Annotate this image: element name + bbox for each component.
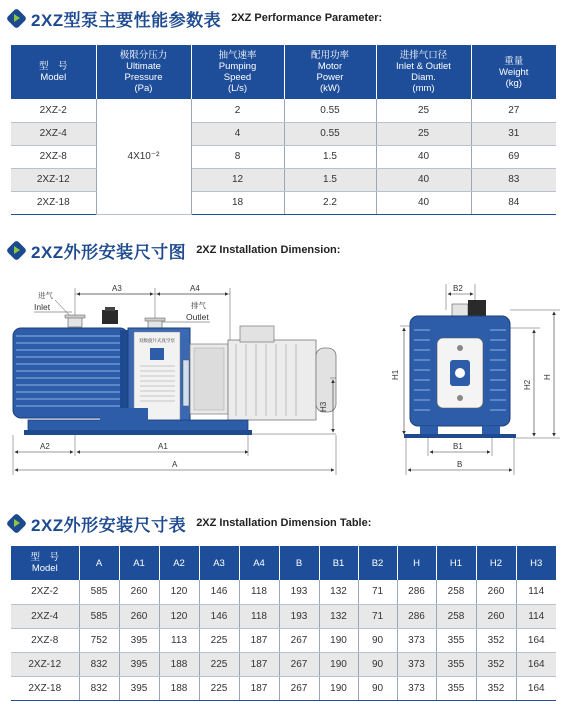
table-cell: 395 xyxy=(119,676,159,700)
dim-label-a2: A2 xyxy=(40,442,50,451)
table-cell: 187 xyxy=(239,676,279,700)
table-cell: 260 xyxy=(119,604,159,628)
dim-label-h2: H2 xyxy=(523,379,532,390)
dim-label-b: B xyxy=(457,460,463,469)
table-cell: 146 xyxy=(199,580,239,604)
perf-header-line: 进排气口径 xyxy=(399,50,448,61)
dim-header-line: B2 xyxy=(371,557,384,569)
table-cell: 190 xyxy=(319,628,358,652)
table-cell: 113 xyxy=(159,628,199,652)
table-cell: 2XZ-2 xyxy=(11,580,79,604)
table-cell: 2XZ-4 xyxy=(11,604,79,628)
installation-drawing xyxy=(0,270,565,500)
dim-label-h3: H3 xyxy=(319,401,328,412)
table-cell: 260 xyxy=(119,580,159,604)
install-title-en: 2XZ Installation Dimension: xyxy=(196,244,341,256)
table-cell: 12 xyxy=(191,168,284,191)
table-cell: 267 xyxy=(279,676,319,700)
table-cell: 2XZ-8 xyxy=(11,628,79,652)
perf-header-line: (mm) xyxy=(412,83,435,94)
table-cell: 2XZ-12 xyxy=(11,652,79,676)
table-cell: 0.55 xyxy=(284,122,376,145)
table-cell: 585 xyxy=(79,604,119,628)
dim-header-line: B1 xyxy=(332,557,345,569)
table-cell: 25 xyxy=(376,99,471,122)
performance-table xyxy=(11,45,556,215)
table-cell: 193 xyxy=(279,604,319,628)
table-row xyxy=(11,122,556,145)
section-bullet-icon xyxy=(8,514,26,532)
table-row xyxy=(11,99,556,122)
table-cell: 27 xyxy=(471,99,556,122)
table-cell: 31 xyxy=(471,122,556,145)
outlet-label-cn: 排气 xyxy=(191,301,206,310)
perf-header-cell xyxy=(376,45,471,99)
dim-label-a: A xyxy=(172,460,178,469)
table-cell: 225 xyxy=(199,628,239,652)
table-cell: 164 xyxy=(516,652,556,676)
table-cell: 187 xyxy=(239,628,279,652)
perf-section-header xyxy=(8,8,382,28)
dim-header-cell xyxy=(397,546,436,580)
perf-header-row xyxy=(11,45,556,99)
table-cell: 352 xyxy=(476,676,516,700)
dim-header-cell xyxy=(436,546,476,580)
dim-header-line: A4 xyxy=(253,557,265,569)
table-cell: 373 xyxy=(397,652,436,676)
perf-header-line: Weight xyxy=(499,66,529,78)
perf-header-line: (Pa) xyxy=(134,83,153,94)
table-cell: 83 xyxy=(471,168,556,191)
table-cell: 114 xyxy=(516,604,556,628)
table-cell: 225 xyxy=(199,676,239,700)
dim-title-cn: 2XZ外形安装尺寸表 xyxy=(31,515,187,535)
dim-header-row xyxy=(11,546,556,580)
table-row xyxy=(11,580,556,604)
table-cell: 2XZ-2 xyxy=(11,99,96,122)
perf-header-line: (kW) xyxy=(319,83,341,94)
table-cell: 352 xyxy=(476,628,516,652)
perf-header-line: Diam. xyxy=(411,72,436,83)
table-cell: 132 xyxy=(319,604,358,628)
dimension-table xyxy=(11,546,556,701)
table-cell: 395 xyxy=(119,628,159,652)
perf-header-line: Ultimate xyxy=(126,61,161,72)
perf-header-cell xyxy=(471,45,556,99)
perf-header-line: 型 号 xyxy=(38,61,68,72)
table-row xyxy=(11,191,556,214)
table-row xyxy=(11,676,556,700)
table-cell: 2XZ-12 xyxy=(11,168,96,191)
table-cell: 40 xyxy=(376,168,471,191)
dim-title-en: 2XZ Installation Dimension Table: xyxy=(196,517,372,529)
dim-header-line: B xyxy=(295,557,303,569)
dim-header-line: H1 xyxy=(449,557,463,569)
table-cell: 193 xyxy=(279,580,319,604)
table-cell: 190 xyxy=(319,676,358,700)
outlet-label-en: Outlet xyxy=(186,312,209,322)
perf-header-line: Pumping xyxy=(218,61,257,72)
perf-title-cn: 2XZ型泵主要性能参数表 xyxy=(31,10,222,30)
dim-header-cell xyxy=(11,546,79,580)
table-cell: 355 xyxy=(436,652,476,676)
table-cell: 355 xyxy=(436,676,476,700)
table-cell: 585 xyxy=(79,580,119,604)
table-cell: 90 xyxy=(358,676,397,700)
perf-header-line: Model xyxy=(40,72,67,83)
table-cell: 2XZ-8 xyxy=(11,145,96,168)
table-cell: 832 xyxy=(79,676,119,700)
dim-label-b2: B2 xyxy=(453,284,463,293)
table-cell: 118 xyxy=(239,604,279,628)
dim-label-a4: A4 xyxy=(190,284,200,293)
table-cell: 832 xyxy=(79,652,119,676)
table-cell: 1.5 xyxy=(284,145,376,168)
perf-header-line: Motor xyxy=(317,61,343,72)
table-row xyxy=(11,628,556,652)
table-cell: 188 xyxy=(159,652,199,676)
table-cell: 132 xyxy=(319,580,358,604)
dim-header-line: A1 xyxy=(133,557,145,569)
perf-title-en: 2XZ Performance Parameter: xyxy=(231,12,383,24)
table-cell: 2 xyxy=(191,99,284,122)
table-cell: 188 xyxy=(159,676,199,700)
table-cell: 258 xyxy=(436,580,476,604)
dim-label-h: H xyxy=(543,374,552,380)
table-cell: 286 xyxy=(397,604,436,628)
dim-header-line: Model xyxy=(31,563,58,574)
dim-header-cell xyxy=(239,546,279,580)
perf-header-line: 抽气速率 xyxy=(218,50,257,61)
section-bullet-icon xyxy=(8,241,26,259)
perf-header-line: 重量 xyxy=(504,55,524,67)
table-cell: 40 xyxy=(376,191,471,214)
dim-header-cell xyxy=(199,546,239,580)
table-cell: 352 xyxy=(476,652,516,676)
dim-header-cell xyxy=(79,546,119,580)
table-row xyxy=(11,652,556,676)
table-cell: 2XZ-18 xyxy=(11,191,96,214)
perf-header-line: Speed xyxy=(223,72,252,83)
table-cell: 164 xyxy=(516,628,556,652)
table-cell: 120 xyxy=(159,580,199,604)
table-cell: 8 xyxy=(191,145,284,168)
table-row xyxy=(11,604,556,628)
table-cell: 0.55 xyxy=(284,99,376,122)
table-cell: 69 xyxy=(471,145,556,168)
dim-header-cell xyxy=(516,546,556,580)
install-title-cn: 2XZ外形安装尺寸图 xyxy=(31,242,187,262)
table-cell: 71 xyxy=(358,604,397,628)
table-cell: 84 xyxy=(471,191,556,214)
table-cell: 258 xyxy=(436,604,476,628)
perf-header-line: Inlet & Outlet xyxy=(396,61,451,72)
table-cell: 373 xyxy=(397,628,436,652)
table-cell: 40 xyxy=(376,145,471,168)
perf-header-line: Pressure xyxy=(124,72,163,83)
table-cell: 2XZ-18 xyxy=(11,676,79,700)
side-view xyxy=(13,284,336,475)
table-cell: 4 xyxy=(191,122,284,145)
table-cell: 260 xyxy=(476,604,516,628)
dim-label-a1: A1 xyxy=(158,442,168,451)
perf-header-line: (L/s) xyxy=(228,83,247,94)
perf-header-cell xyxy=(96,45,191,99)
table-cell: 355 xyxy=(436,628,476,652)
table-cell: 25 xyxy=(376,122,471,145)
table-row xyxy=(11,145,556,168)
table-cell: 164 xyxy=(516,676,556,700)
dim-header-cell xyxy=(119,546,159,580)
dim-header-line: A2 xyxy=(173,557,185,569)
dim-header-cell xyxy=(358,546,397,580)
table-cell: 18 xyxy=(191,191,284,214)
section-bullet-icon xyxy=(8,9,26,27)
perf-header-cell xyxy=(191,45,284,99)
dim-label-h1: H1 xyxy=(391,369,400,380)
ultimate-pressure-cell: 4X10⁻² xyxy=(96,99,191,214)
perf-header-cell xyxy=(11,45,96,99)
table-row xyxy=(11,168,556,191)
table-cell: 2.2 xyxy=(284,191,376,214)
dim-header-line: H2 xyxy=(489,557,503,569)
dim-header-line: A xyxy=(95,557,103,569)
perf-header-cell xyxy=(284,45,376,99)
table-cell: 373 xyxy=(397,676,436,700)
dim-header-line: H3 xyxy=(530,557,543,569)
table-cell: 395 xyxy=(119,652,159,676)
table-cell: 2XZ-4 xyxy=(11,122,96,145)
perf-header-line: 极限分压力 xyxy=(119,50,168,61)
inlet-label-cn: 进气 xyxy=(38,291,53,300)
dim-header-cell xyxy=(159,546,199,580)
table-cell: 187 xyxy=(239,652,279,676)
dim-label-a3: A3 xyxy=(112,284,122,293)
table-cell: 190 xyxy=(319,652,358,676)
dim-header-cell xyxy=(279,546,319,580)
table-cell: 90 xyxy=(358,652,397,676)
table-cell: 752 xyxy=(79,628,119,652)
table-cell: 260 xyxy=(476,580,516,604)
install-section-header xyxy=(8,240,340,260)
dim-header-line: 型 号 xyxy=(30,552,59,563)
perf-header-line: Power xyxy=(316,72,344,83)
table-cell: 286 xyxy=(397,580,436,604)
table-cell: 146 xyxy=(199,604,239,628)
table-cell: 90 xyxy=(358,628,397,652)
end-view xyxy=(391,284,560,475)
table-cell: 114 xyxy=(516,580,556,604)
inlet-label-en: Inlet xyxy=(34,302,51,312)
table-cell: 120 xyxy=(159,604,199,628)
perf-header-line: 配用功率 xyxy=(310,50,349,61)
table-cell: 71 xyxy=(358,580,397,604)
perf-header-line: (kg) xyxy=(505,77,522,89)
table-cell: 267 xyxy=(279,628,319,652)
dim-section-header xyxy=(8,513,371,533)
table-cell: 225 xyxy=(199,652,239,676)
dim-header-cell xyxy=(476,546,516,580)
dim-label-b1: B1 xyxy=(453,442,463,451)
dim-header-line: H xyxy=(413,557,420,569)
table-cell: 118 xyxy=(239,580,279,604)
table-cell: 1.5 xyxy=(284,168,376,191)
table-cell: 267 xyxy=(279,652,319,676)
nameplate-title: 双级旋片式真空泵 xyxy=(139,338,175,343)
dim-header-cell xyxy=(319,546,358,580)
dim-header-line: A3 xyxy=(213,557,225,569)
